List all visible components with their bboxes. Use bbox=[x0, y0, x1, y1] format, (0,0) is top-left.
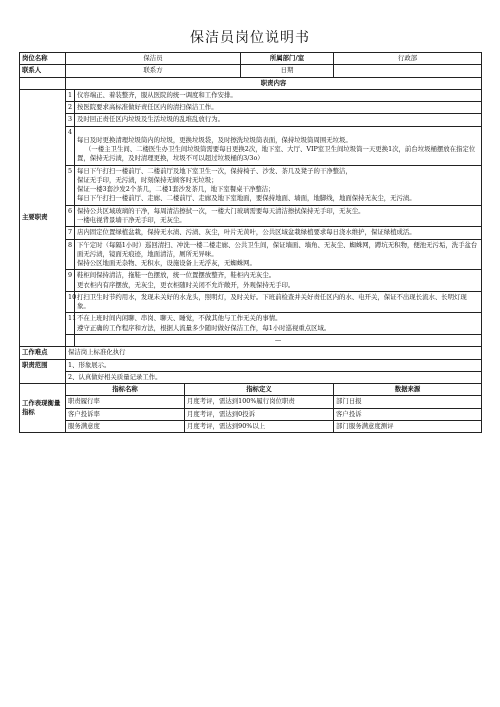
duty-line: 不在上班时间内闲聊、串岗、聊天、睡觉，不做其他与工作无关的事情。 bbox=[77, 314, 282, 323]
metric-definition: 月度考评，需达到100%履行岗位职责 bbox=[185, 396, 334, 408]
duties-body bbox=[20, 89, 482, 346]
metric-source: 客户投诉 bbox=[334, 408, 482, 420]
duty-number: 8 bbox=[66, 239, 75, 270]
scope-line-1: 1、形象展示。 bbox=[66, 359, 482, 371]
duty-row bbox=[20, 205, 482, 227]
duty-text bbox=[75, 291, 482, 313]
duty-line: 每日下午打扫一楼前厅、走廊、二楼前厅、走廊及地下室地面，要保持地面、墙面，地脚线，地面保持无灰尘，无污渍。 bbox=[77, 194, 416, 203]
duty-row bbox=[20, 102, 482, 114]
duty-line: 按医院要求高标准做好责任区内的清扫保洁工作。 bbox=[77, 103, 218, 112]
header-row-post bbox=[20, 53, 482, 65]
duty-row bbox=[20, 114, 482, 126]
duty-text bbox=[75, 126, 482, 165]
duties-title-spacer bbox=[20, 77, 66, 89]
duty-line: 保持公共区域玻璃的干净，每周清洁擦拭一次，一楼大门玻璃需要每天清洁擦拭保持无手印，无灰尘。 bbox=[77, 206, 365, 215]
duty-line: 保证无手印，无污渍，时刻保持无顾客时无垃圾； bbox=[77, 175, 218, 184]
duty-number: 6 bbox=[66, 205, 75, 227]
duty-text bbox=[75, 270, 482, 292]
duty-blank-mark: — bbox=[75, 335, 482, 347]
duty-line: 一楼电视背景墙干净无手印，无灰尘。 bbox=[77, 215, 186, 224]
duty-row bbox=[20, 227, 482, 239]
duty-blank-row bbox=[20, 335, 482, 347]
post-name-value: 保洁员 bbox=[66, 53, 241, 65]
metric-name: 职责履行率 bbox=[66, 396, 185, 408]
scope-row bbox=[20, 359, 482, 371]
metrics-row bbox=[20, 408, 482, 420]
duty-number: 2 bbox=[66, 102, 75, 114]
duty-line: 每日下午打扫一楼前厅、二楼前厅及地下室卫生一次，保持椅子、沙发、茶几及凳子的干净整洁， bbox=[77, 166, 352, 175]
duty-row bbox=[20, 270, 482, 292]
duty-text bbox=[75, 239, 482, 270]
metric-source: 部门日报 bbox=[334, 396, 482, 408]
difficulty-row bbox=[20, 347, 482, 359]
duty-number: 9 bbox=[66, 270, 75, 292]
metrics-label: 工作表现衡量指标 bbox=[20, 384, 66, 433]
date-label: 日期 bbox=[241, 65, 334, 77]
metric-name: 服务满意度 bbox=[66, 421, 185, 433]
scope-line-2: 2、认真做好相关质量记录工作。 bbox=[66, 371, 482, 383]
duty-number: 1 bbox=[66, 89, 75, 101]
difficulty-label: 工作难点 bbox=[20, 347, 66, 359]
metrics-header-source: 数据来源 bbox=[334, 384, 482, 396]
header-row-contact bbox=[20, 65, 482, 77]
duty-text bbox=[75, 89, 482, 101]
dept-label: 所属部门/室 bbox=[241, 53, 334, 65]
date-value bbox=[334, 65, 482, 77]
duty-text bbox=[75, 205, 482, 227]
duty-line: 及时回正责任区内垃圾及生活垃圾的乱堆乱放行为。 bbox=[77, 115, 224, 124]
duty-number: 7 bbox=[66, 227, 75, 239]
duty-text bbox=[75, 313, 482, 335]
duty-row bbox=[20, 126, 482, 165]
duty-number: 11 bbox=[66, 313, 75, 335]
duty-line: 每日及时更换清理垃圾筒内的垃圾，更换垃圾袋，及时擦洗垃圾筒表面，保持垃圾筒周围无垃圾。 bbox=[77, 135, 352, 144]
page-title: 保洁员岗位说明书 bbox=[190, 30, 310, 46]
duty-row bbox=[20, 89, 482, 101]
duty-blank-number bbox=[66, 335, 75, 347]
duty-text bbox=[75, 165, 482, 205]
contact-label: 联系人 bbox=[20, 65, 66, 77]
duty-row bbox=[20, 239, 482, 270]
contact-value: 联系方 bbox=[66, 65, 241, 77]
metric-definition: 月度考评，需达到90%以上 bbox=[185, 421, 334, 433]
duty-number: 5 bbox=[66, 165, 75, 205]
duty-line: 保持公区地面无杂物、无积水，设施设备上无浮灰，无蜘蛛网。 bbox=[77, 259, 256, 268]
duty-line: 仪容端正、着装整齐，服从医院的统一调度和工作安排。 bbox=[77, 90, 237, 99]
scope-row-2 bbox=[20, 371, 482, 383]
metrics-header-row bbox=[20, 384, 482, 396]
duty-text bbox=[75, 102, 482, 114]
duties-section-title: 职责内容 bbox=[66, 77, 482, 89]
duty-text bbox=[75, 114, 482, 126]
metric-source: 部门服务满意度测评 bbox=[334, 421, 482, 433]
scope-label: 职责范围 bbox=[20, 359, 66, 384]
duty-line: 保证一楼3套沙发2个茶几，二楼1套沙发茶几，地下室餐桌干净整洁； bbox=[77, 185, 275, 194]
duties-title-row bbox=[20, 77, 482, 89]
duty-line: 下午定时（每隔1小时）巡回清扫、冲洗一楼二楼走廊、公共卫生间，保证墙面、墙角、无灰尘、蜘蛛网，蹲坑无积物，便池无污垢，洗手盆台面无污渍，镜面无痕迹，地面清洁，厕所无异味。 bbox=[77, 240, 478, 258]
duty-line: 打扫卫生时节约用水，发现未关好的水龙头，照明灯，及时关好。下班前检查并关好责任区内的水、电开关，保证不出现长流水、长明灯现象。 bbox=[77, 292, 467, 311]
duty-row bbox=[20, 165, 482, 205]
metrics-header-definition: 指标定义 bbox=[185, 384, 334, 396]
main-duties-label: 主要职责 bbox=[20, 89, 66, 346]
duty-line: 鞋柜间保持清洁，拖鞋一色摆放，统一位置摆放整齐，鞋柜内无灰尘。 bbox=[77, 271, 276, 280]
post-name-label: 岗位名称 bbox=[20, 53, 66, 65]
duty-line: 店内固定位置绿植盆栽，保持无水渍、污渍、灰尘，叶片无黄叶，公共区域盆栽绿植要求每日浇水维护，保证绿植成活。 bbox=[77, 228, 416, 237]
duty-line: 更衣柜内有序摆放，无灰尘，更衣柜随时关闭不允许敞开，外观保持无手印。 bbox=[77, 280, 295, 289]
dept-value: 行政部 bbox=[334, 53, 482, 65]
metrics-row bbox=[20, 396, 482, 408]
duty-number: 10 bbox=[66, 291, 75, 313]
duty-row bbox=[20, 291, 482, 313]
metric-name: 客户投诉率 bbox=[66, 408, 185, 420]
duty-row bbox=[20, 313, 482, 335]
duty-line: 遵守正确的工作程序和方法，根据人流量多少随时做好保洁工作，每1小时巡视重点区域。 bbox=[77, 323, 331, 332]
duty-number: 4 bbox=[66, 126, 75, 165]
metrics-row bbox=[20, 421, 482, 433]
job-description-table bbox=[19, 52, 482, 433]
duty-line: （一楼主卫生间、二楼医生办卫生间垃圾筒需要每日更换2次，地下室、大厅、VIP室卫生间垃圾筒一天更换1次，前台垃圾桶摆放在指定位置，保持无污渍，及时清理更换，垃圾不可以超过垃圾桶的3/3o） bbox=[77, 144, 476, 163]
metric-definition: 月度考评，需达到0投诉 bbox=[185, 408, 334, 420]
metrics-header-name: 指标名称 bbox=[66, 384, 185, 396]
difficulty-value: 保洁岗上标准化执行 bbox=[66, 347, 482, 359]
duty-number: 3 bbox=[66, 114, 75, 126]
duty-text bbox=[75, 227, 482, 239]
